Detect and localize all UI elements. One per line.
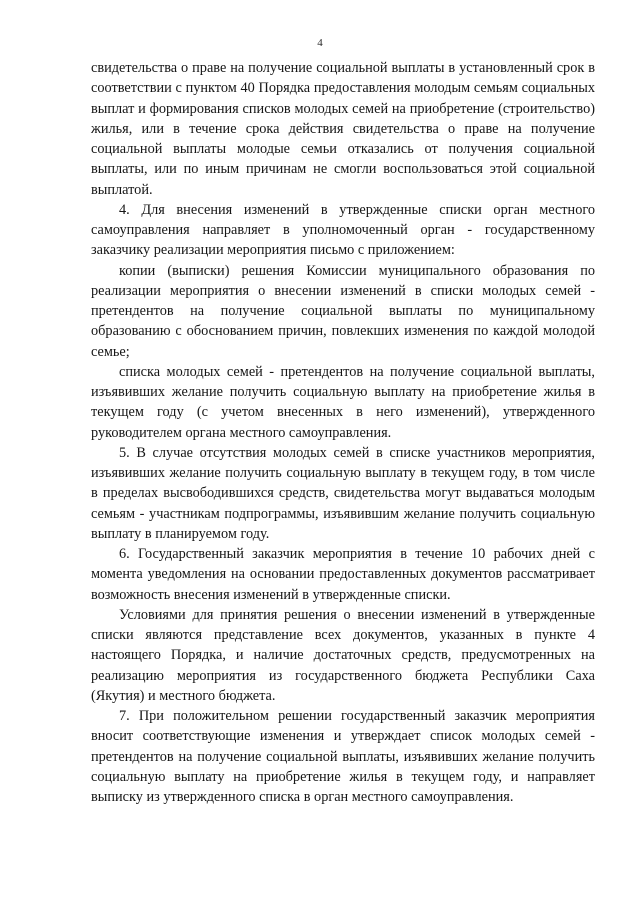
paragraph-item-6: 6. Государственный заказчик мероприятия в течение 10 рабочих дней с момента уведомления на основании предоставленных документов рассматривает возможность внесения изменений в утвержденные списки. <box>91 546 595 603</box>
document-body <box>91 58 595 807</box>
paragraph-item-4: 4. Для внесения изменений в утвержденные списки орган местного самоуправления направляет в уполномоченный орган - государственному заказчику реализации мероприятия письмо с приложением: <box>91 201 595 259</box>
paragraph-attachment-decision-copy: копии (выписки) решения Комиссии муниципального образования по реализации мероприятия о внесении изменений в списки молодых семей - претендентов на получение социальной выплаты по муниципальному образованию с обоснованием причин, повлекших изменения по каждой молодой семье; <box>91 262 595 360</box>
paragraph-item-7: 7. При положительном решении государственный заказчик мероприятия вносит соответствующие изменения и утверждает список молодых семей - претендентов на получение социальной выплаты, изъявивших желание получить социальную выплату на приобретение жилья в текущем году, и направляет выписку из утвержденного списка в орган местного самоуправления. <box>91 708 595 805</box>
paragraph-item-5: 5. В случае отсутствия молодых семей в списке участников мероприятия, изъявивших желание получить социальную выплату в текущем году, в том числе в пределах высвободившихся средств, свидетельства могут выдаваться молодым семьям - участникам подпрограммы, изъявившим желание получить социальную выплату в планируемом году. <box>91 444 595 542</box>
paragraph-conditions: Условиями для принятия решения о внесении изменений в утвержденные списки являются представление всех документов, указанных в пункте 4 настоящего Порядка, и наличие достаточных средств, предусмотренных на реализацию мероприятия из государственного бюджета Республики Саха (Якутия) и местного бюджета. <box>91 606 595 704</box>
paragraph-continuation: свидетельства о праве на получение социальной выплаты в установленный срок в соответствии с пунктом 40 Порядка предоставления молодым семьям социальных выплат и формирования списков молодых семей на приобретение (строительство) жилья, или в течение срока действия свидетельства о праве на получение социальной выплаты молодые семьи отказались от получения социальной выплаты, или по иным причинам не смогли воспользоваться этой социальной выплатой. <box>91 60 595 198</box>
page-number: 4 <box>317 37 323 49</box>
paragraph-attachment-family-list: списка молодых семей - претендентов на получение социальной выплаты, изъявивших желание получить социальную выплату на приобретение жилья в текущем году (с учетом внесенных в него изменений), утвержденного руководителем органа местного самоуправления. <box>91 363 595 441</box>
